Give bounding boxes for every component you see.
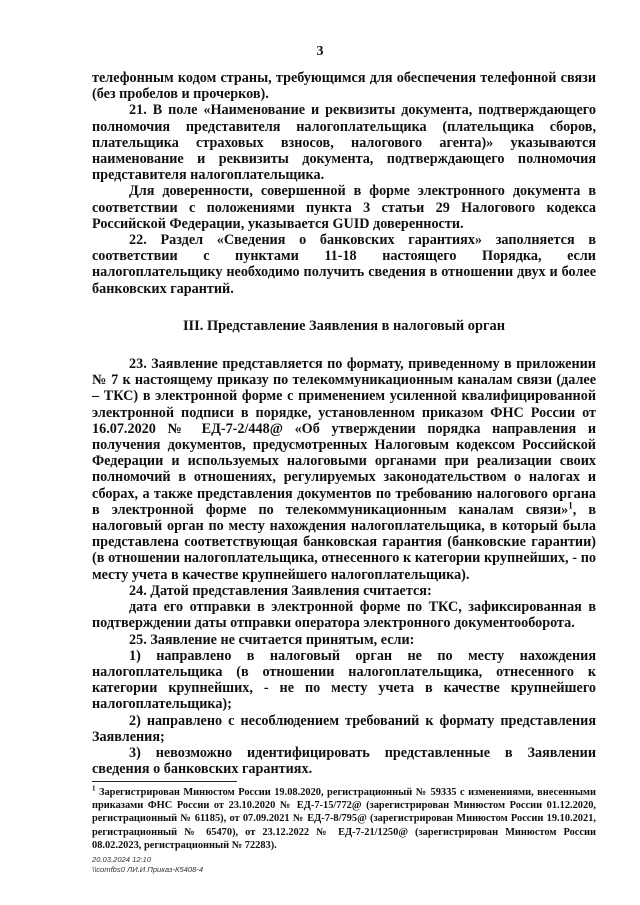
paragraph-21-guid: Для доверенности, совершенной в форме электронного документа в соответствии с положениями пункта 3 статьи 29 Налогового кодекса Российской Федерации, указывается GUID доверенности. — [92, 183, 596, 232]
paragraph-25-item-2: 2) направлено с несоблюдением требований к формату представления Заявления; — [92, 712, 596, 745]
paragraph-continuation: телефонным кодом страны, требующимся для обеспечения телефонной связи (без пробелов и прочерков). — [92, 70, 596, 103]
document-body — [92, 70, 596, 777]
stamp-path: \\comfbs0 ЛИ.И.Приказ-К5408-4 — [92, 865, 204, 874]
paragraph-24-date: дата его отправки в электронной форме по ТКС, зафиксированная в подтверждении даты отправки оператора электронного документооборота. — [92, 599, 596, 632]
paragraph-21: 21. В поле «Наименование и реквизиты документа, подтверждающего полномочия представителя налогоплательщика (плательщика сборов, плательщика страховых взносов, налогового агента)» указываются наименование и реквизиты документа, подтверждающего полномочия представителя налогоплательщика. — [92, 102, 596, 184]
stamp-datetime: 20.03.2024 12:10 — [92, 855, 152, 864]
document-stamp — [92, 855, 203, 875]
paragraph-25: 25. Заявление не считается принятым, если: — [129, 631, 415, 648]
paragraph-22: 22. Раздел «Сведения о банковских гарантиях» заполняется в соответствии с пунктами 11-18 настоящего Порядка, если налогоплательщику необходимо получить сведения в отношении двух и более банковских гарантий. — [92, 232, 596, 297]
section-heading: III. Представление Заявления в налоговый орган — [182, 317, 506, 334]
paragraph-23-text-part2: , в налоговый орган по месту нахождения налогоплательщика, в который была представлена соответствующая банковская гарантия (банковские гарантии) (в отношении налогоплательщика, отнесенного к категории крупнейших, - по месту учета в качестве крупнейшего налогоплательщика). — [92, 501, 596, 583]
footnote-text: Зарегистрирован Минюстом России 19.08.2020, регистрационный № 59335 с изменениями, внесенными приказами ФНС России от 23.10.2020 № ЕД-7-15/772@ (зарегистрирован Минюстом России 01.12.2020, регистрационный № 61185), от 07.09.2021 № ЕД-7-8/795@ (зарегистрирован Минюстом России 19.10.2021, регистрационный № 65470), от 23.12.2022 № ЕД-7-21/1250@ (зарегистрирован Минюстом России 08.02.2023, регистрационный № 72283). — [92, 787, 596, 851]
page-number: 3 — [316, 44, 324, 59]
footnote-divider — [92, 781, 237, 782]
paragraph-25-item-3: 3) невозможно идентифицировать представленные в Заявлении сведения о банковских гарантиях. — [92, 744, 596, 778]
footnote-marker: 1 — [92, 784, 96, 793]
footnote — [92, 786, 596, 852]
footnote-reference: 1 — [568, 500, 573, 511]
paragraph-24: 24. Датой представления Заявления считается: — [129, 582, 432, 599]
paragraph-25-item-1: 1) направлено в налоговый орган не по месту нахождения налогоплательщика (в отношении налогоплательщика, отнесенного к категории крупнейших, - не по месту учета в качестве крупнейшего налогоплательщика); — [92, 647, 596, 713]
paragraph-23-text-part1: 23. Заявление представляется по формату, приведенному в приложении № 7 к настоящему приказу по телекоммуникационным каналам связи (далее – ТКС) в электронной форме с применением усиленной квалифицированной электронной подписи в порядке, установленном приказом ФНС России от 16.07.2020 № ЕД-7-2/448@ «Об утверждении порядка направления и получения документов, предусмотренных Налоговым кодексом Российской Федерации и используемых налоговыми органами при реализации своих полномочий в отношениях, регулируемых законодательством о налогах и сборах, а также представления документов по требованию налогового органа в электронной форме по телекоммуникационным каналам связи» — [92, 356, 596, 518]
paragraph-23 — [92, 356, 596, 583]
